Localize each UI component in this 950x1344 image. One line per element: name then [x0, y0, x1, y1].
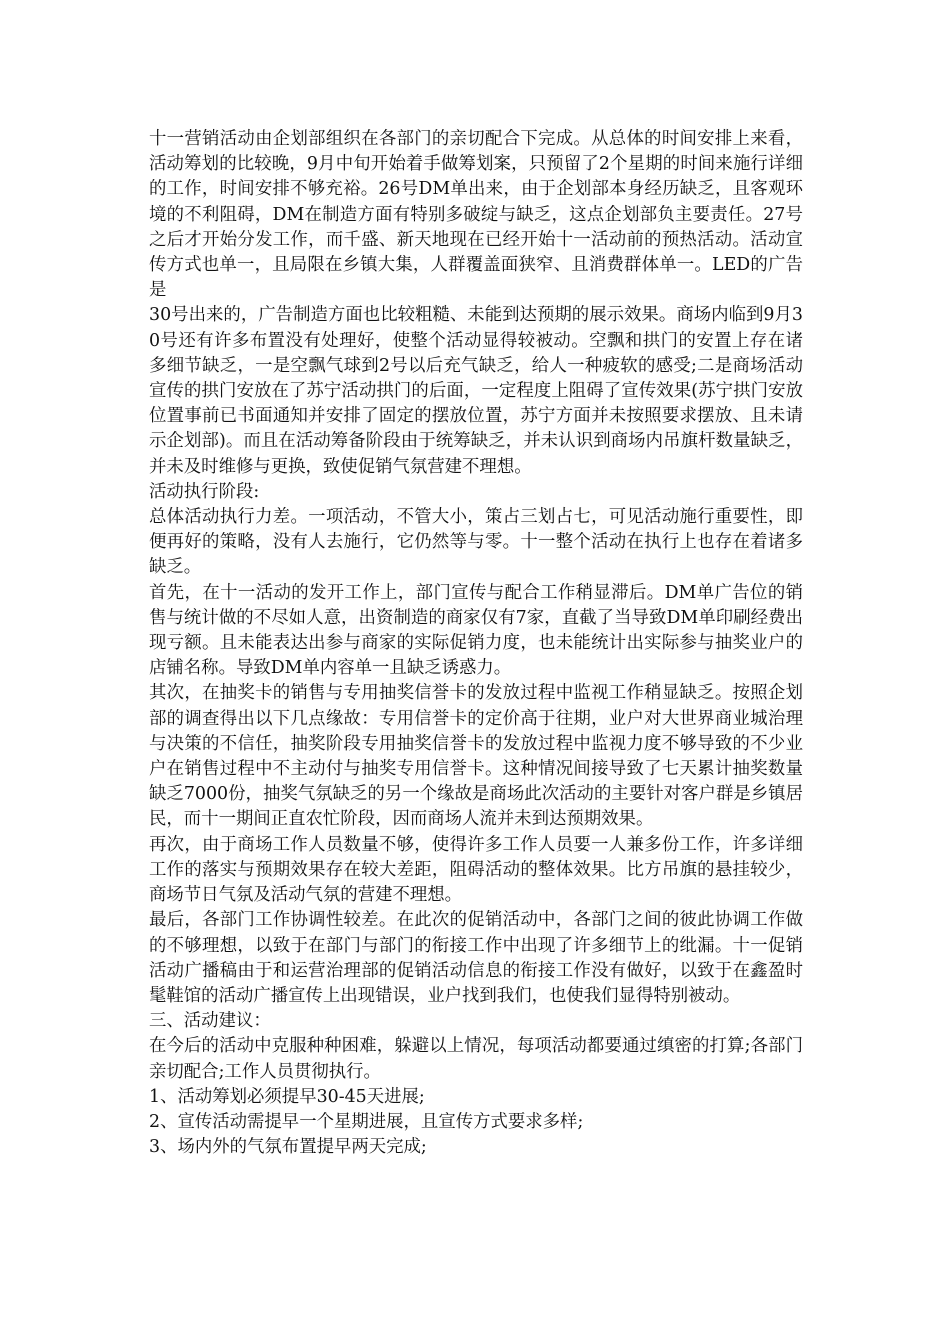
paragraph-first: 首先，在十一活动的发开工作上，部门宣传与配合工作稍显滞后。DM单广告位的销售与统计做的不尽如人意，出资制造的商家仅有7家，直截了当导致DM单印刷经费出现亏额。且未能表达出参与商家的实际促销力度，也未能统计出实际参与抽奖业户的店铺名称。导致DM单内容单一且缺乏诱惑力。 — [149, 582, 803, 679]
paragraph-finally: 最后，各部门工作协调性较差。在此次的促销活动中，各部门之间的彼此协调工作做的不够理想，以致于在部门与部门的衔接工作中出现了许多细节上的纰漏。十一促销活动广播稿由于和运营治理部的促销活动信息的衔接工作没有做好，以致于在鑫盈时髦鞋馆的活动广播宣传上出现错误，业户找到我们，也使我们显得特别被动。 — [149, 910, 803, 1006]
paragraph-second: 其次，在抽奖卡的销售与专用抽奖信誉卡的发放过程中监视工作稍显缺乏。按照企划部的调查得出以下几点缘故：专用信誉卡的定价高于往期，业户对大世界商业城治理与决策的不信任，抽奖阶段专用抽奖信誉卡的发放过程中监视力度不够导致的不少业户在销售过程中不主动付与抽奖专用信誉卡。这种情况间接导致了七天累计抽奖数量缺乏7000份，抽奖气氛缺乏的另一个缘故是商场此次活动的主要针对客户群是乡镇居民，而十一期间正直农忙阶段，因而商场人流并未到达预期效果。 — [149, 683, 803, 830]
paragraph-led-ads: 30号出来的，广告制造方面也比较粗糙、未能到达预期的展示效果。商场内临到9月30号还有许多布置没有处理好，使整个活动显得较被动。空飘和拱门的安置上存在诸多细节缺乏，一是空飘气球到2号以后充气缺乏，给人一种疲软的感受;二是商场活动宣传的拱门安放在了苏宁活动拱门的后面，一定程度上阻碍了宣传效果(苏宁拱门安放位置事前已书面通知并安排了固定的摆放位置，苏宁方面并未按照要求摆放、且未请示企划部)。而且在活动筹备阶段由于统筹缺乏，并未认识到商场内吊旗杆数量缺乏，并未及时维修与更换，致使促销气氛营建不理想。 — [149, 305, 803, 477]
list-item-2: 2、宣传活动需提早一个星期进展，且宣传方式要求多样; — [149, 1111, 584, 1132]
paragraph-suggestions-intro: 在今后的活动中克服种种困难，躲避以上情况，每项活动都要通过缜密的打算;各部门亲切配合;工作人员贯彻执行。 — [149, 1036, 803, 1082]
paragraph-third: 再次，由于商场工作人员数量不够，使得许多工作人员要一人兼多份工作，许多详细工作的落实与预期效果存在较大差距，阻碍活动的整体效果。比方吊旗的悬挂较少，商场节日气氛及活动气氛的营建不理想。 — [149, 834, 803, 906]
section-heading-execution: 活动执行阶段: — [149, 481, 260, 502]
paragraph-summary-intro: 十一营销活动由企划部组织在各部门的亲切配合下完成。从总体的时间安排上来看，活动筹划的比较晚，9月中旬开始着手做筹划案，只预留了2个星期的时间来施行详细的工作，时间安排不够充裕。26号DM单出来，由于企划部本身经历缺乏，且客观环境的不利阻碍，DM在制造方面有特别多破绽与缺乏，这点企划部负主要责任。27号之后才开始分发工作，而千盛、新天地现在已经开始十一活动前的预热活动。活动宣传方式也单一，且局限在乡镇大集，人群覆盖面狭窄、且消费群体单一。LED的广告是 — [149, 129, 803, 301]
document-body — [149, 127, 803, 1160]
list-item-3: 3、场内外的气氛布置提早两天完成; — [149, 1137, 427, 1158]
paragraph-execution-overview: 总体活动执行力差。一项活动，不管大小，策占三划占七，可见活动施行重要性，即便再好的策略，没有人去施行，它仍然等与零。十一整个活动在执行上也存在着诸多缺乏。 — [149, 507, 803, 578]
list-item-1: 1、活动筹划必须提早30-45天进展; — [149, 1086, 425, 1107]
section-heading-suggestions: 三、活动建议： — [149, 1011, 271, 1032]
